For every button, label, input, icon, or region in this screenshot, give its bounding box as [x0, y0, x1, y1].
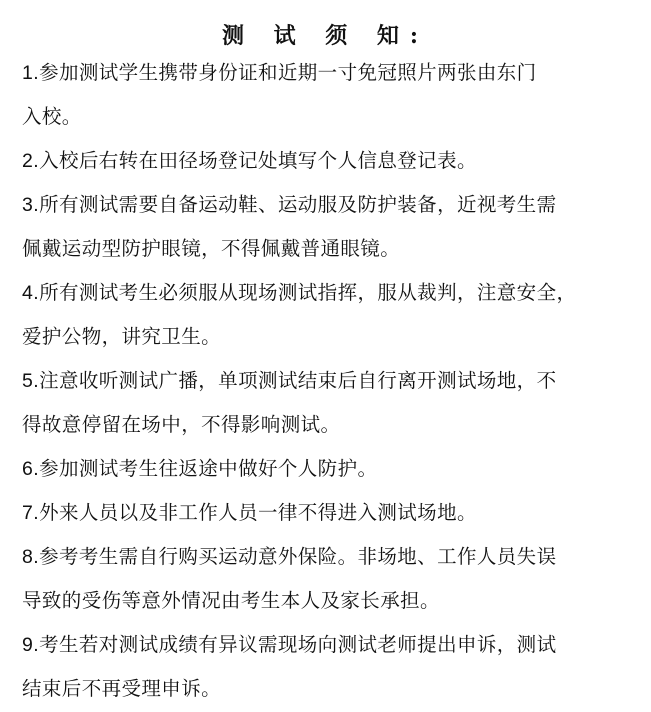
- rule-number: 6.: [22, 458, 40, 480]
- rule-5-line-2: 得故意停留在场中，不得影响测试。: [22, 413, 341, 436]
- rule-text: 参加测试学生携带身份证和近期一寸免冠照片两张由东门: [39, 61, 537, 84]
- rule-text: 入校后右转在田径场登记处填写个人信息登记表。: [39, 149, 477, 172]
- rule-3-line-1: [22, 183, 632, 227]
- page-title: 测 试 须 知:: [221, 23, 430, 49]
- rule-text: 注意收听测试广播，单项测试结束后自行离开测试场地，不: [39, 369, 557, 392]
- rule-8-line-2: 导致的受伤等意外情况由考生本人及家长承担。: [22, 589, 440, 612]
- rule-1-line-2: 入校。: [22, 105, 82, 128]
- rule-text: 外来人员以及非工作人员一律不得进入测试场地。: [39, 501, 477, 524]
- rule-number: 4.: [22, 282, 40, 304]
- rule-6-line-1: [22, 447, 632, 491]
- rule-number: 1.: [22, 62, 40, 84]
- rule-8-line-1: [22, 535, 632, 579]
- rule-number: 3.: [22, 194, 40, 216]
- rule-number: 8.: [22, 546, 40, 568]
- rule-5-line-1: [22, 359, 632, 403]
- rule-text: 所有测试考生必须服从现场测试指挥，服从裁判，注意安全，: [39, 281, 577, 304]
- rule-1-line-1: [22, 51, 632, 95]
- rule-number: 2.: [22, 150, 40, 172]
- rule-4-line-1: [22, 271, 632, 315]
- rule-3-line-2: 佩戴运动型防护眼镜，不得佩戴普通眼镜。: [22, 237, 401, 260]
- rule-text: 参考考生需自行购买运动意外保险。非场地、工作人员失误: [39, 545, 557, 568]
- rule-7-line-1: [22, 491, 632, 535]
- rule-number: 5.: [22, 370, 40, 392]
- rule-text: 参加测试考生往返途中做好个人防护。: [39, 457, 378, 480]
- rule-number: 9.: [22, 634, 40, 656]
- rule-9-line-2: 结束后不再受理申诉。: [22, 677, 222, 700]
- rule-number: 7.: [22, 502, 40, 524]
- rule-9-line-1: [22, 623, 632, 667]
- rule-text: 所有测试需要自备运动鞋、运动服及防护装备，近视考生需: [39, 193, 557, 216]
- rule-4-line-2: 爱护公物，讲究卫生。: [22, 325, 222, 348]
- rule-2-line-1: [22, 139, 632, 183]
- rule-text: 考生若对测试成绩有异议需现场向测试老师提出申诉，测试: [39, 633, 557, 656]
